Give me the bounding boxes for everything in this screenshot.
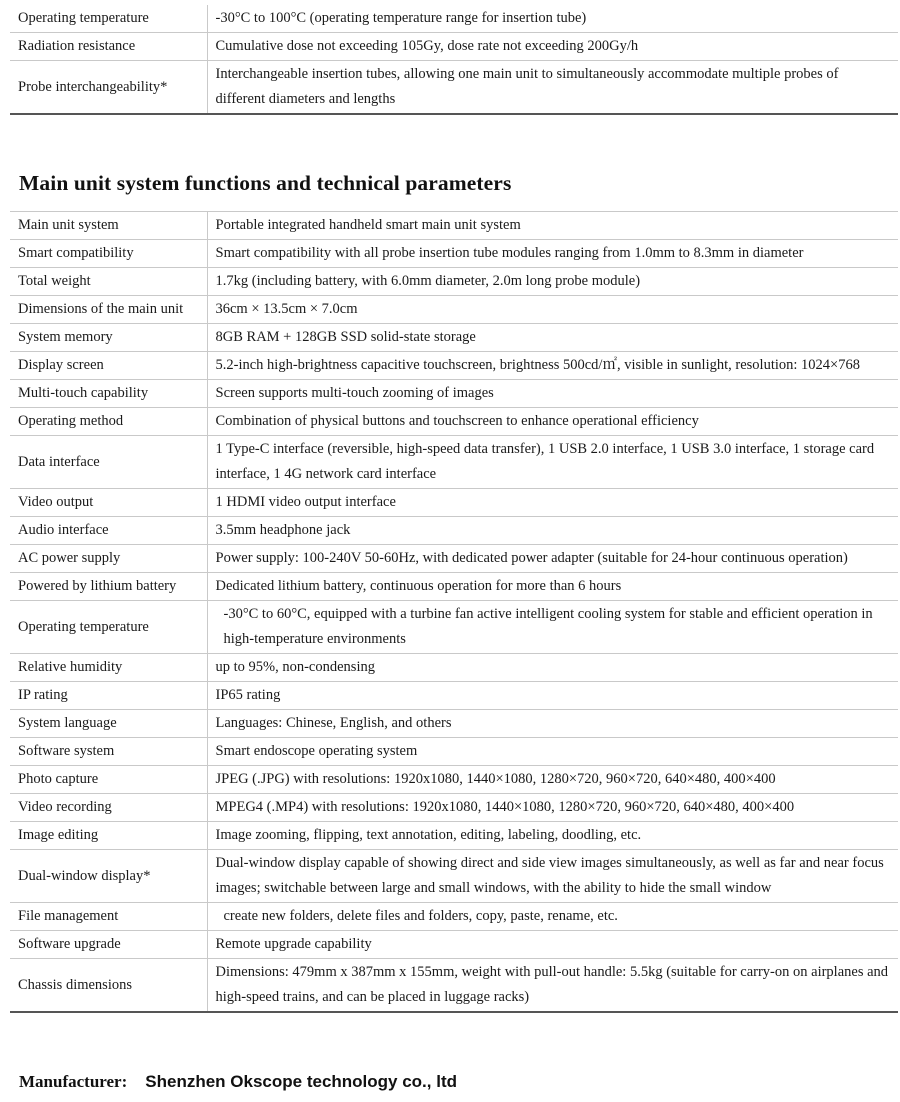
- row-value: 1 Type-C interface (reversible, high-speed data transfer), 1 USB 2.0 interface, 1 USB 3.0 interface, 1 storage card interface, 1 4G network card interface: [207, 436, 898, 489]
- section-title: Main unit system functions and technical parameters: [19, 171, 512, 195]
- row-value: -30°C to 100°C (operating temperature range for insertion tube): [207, 5, 898, 33]
- table-row: [10, 601, 898, 654]
- row-value: create new folders, delete files and folders, copy, paste, rename, etc.: [207, 903, 898, 931]
- manufacturer-name: Shenzhen Okscope technology co., ltd: [145, 1072, 457, 1091]
- row-label: Operating method: [10, 408, 207, 436]
- row-label: Video output: [10, 489, 207, 517]
- row-value: 36cm × 13.5cm × 7.0cm: [207, 296, 898, 324]
- table-row: [10, 931, 898, 959]
- table-row: [10, 436, 898, 489]
- row-label: Multi-touch capability: [10, 380, 207, 408]
- table-row: [10, 517, 898, 545]
- row-label: Display screen: [10, 352, 207, 380]
- row-label: System memory: [10, 324, 207, 352]
- table-row: [10, 380, 898, 408]
- row-label: Data interface: [10, 436, 207, 489]
- main-spec-table: [10, 211, 898, 1013]
- row-label: Dual-window display*: [10, 850, 207, 903]
- table-row: [10, 212, 898, 240]
- table-row: [10, 850, 898, 903]
- row-label: AC power supply: [10, 545, 207, 573]
- row-value: Portable integrated handheld smart main unit system: [207, 212, 898, 240]
- row-label: Smart compatibility: [10, 240, 207, 268]
- row-label: Audio interface: [10, 517, 207, 545]
- table-row: [10, 61, 898, 115]
- row-value: Interchangeable insertion tubes, allowing one main unit to simultaneously accommodate multiple probes of different diameters and lengths: [207, 61, 898, 115]
- manufacturer-line: [19, 1072, 457, 1092]
- manufacturer-label: Manufacturer:: [19, 1072, 128, 1091]
- row-label: Dimensions of the main unit: [10, 296, 207, 324]
- row-value: JPEG (.JPG) with resolutions: 1920x1080, 1440×1080, 1280×720, 960×720, 640×480, 400×400: [207, 766, 898, 794]
- table-row: [10, 324, 898, 352]
- row-value: 5.2-inch high-brightness capacitive touchscreen, brightness 500cd/㎡, visible in sunlight, resolution: 1024×768: [207, 352, 898, 380]
- row-label: System language: [10, 710, 207, 738]
- row-value: Image zooming, flipping, text annotation, editing, labeling, doodling, etc.: [207, 822, 898, 850]
- table-row: [10, 5, 898, 33]
- table-row: [10, 352, 898, 380]
- table-row: [10, 654, 898, 682]
- row-label: Software system: [10, 738, 207, 766]
- row-label: Total weight: [10, 268, 207, 296]
- table-row: [10, 240, 898, 268]
- table-row: [10, 489, 898, 517]
- row-label: Relative humidity: [10, 654, 207, 682]
- row-label: Radiation resistance: [10, 33, 207, 61]
- table-row: [10, 903, 898, 931]
- row-label: Video recording: [10, 794, 207, 822]
- row-value: IP65 rating: [207, 682, 898, 710]
- table-row: [10, 33, 898, 61]
- table-row: [10, 710, 898, 738]
- row-value: Dedicated lithium battery, continuous operation for more than 6 hours: [207, 573, 898, 601]
- row-value: 1 HDMI video output interface: [207, 489, 898, 517]
- row-value: MPEG4 (.MP4) with resolutions: 1920x1080, 1440×1080, 1280×720, 960×720, 640×480, 400×400: [207, 794, 898, 822]
- row-value: Smart endoscope operating system: [207, 738, 898, 766]
- row-label: Chassis dimensions: [10, 959, 207, 1013]
- row-value: Screen supports multi-touch zooming of images: [207, 380, 898, 408]
- row-label: Main unit system: [10, 212, 207, 240]
- row-value: 8GB RAM + 128GB SSD solid-state storage: [207, 324, 898, 352]
- table-row: [10, 822, 898, 850]
- row-value: 1.7kg (including battery, with 6.0mm diameter, 2.0m long probe module): [207, 268, 898, 296]
- row-value: Cumulative dose not exceeding 105Gy, dose rate not exceeding 200Gy/h: [207, 33, 898, 61]
- row-label: Operating temperature: [10, 5, 207, 33]
- row-label: Probe interchangeability*: [10, 61, 207, 115]
- row-value: Remote upgrade capability: [207, 931, 898, 959]
- row-value: -30°C to 60°C, equipped with a turbine fan active intelligent cooling system for stable and efficient operation in high-temperature environments: [207, 601, 898, 654]
- table-row: [10, 268, 898, 296]
- row-value: Smart compatibility with all probe insertion tube modules ranging from 1.0mm to 8.3mm in diameter: [207, 240, 898, 268]
- row-value: up to 95%, non-condensing: [207, 654, 898, 682]
- table-row: [10, 545, 898, 573]
- row-label: Photo capture: [10, 766, 207, 794]
- row-label: Powered by lithium battery: [10, 573, 207, 601]
- row-label: IP rating: [10, 682, 207, 710]
- row-value: 3.5mm headphone jack: [207, 517, 898, 545]
- table-row: [10, 766, 898, 794]
- row-value: Dimensions: 479mm x 387mm x 155mm, weight with pull-out handle: 5.5kg (suitable for carry-on on airplanes and high-speed trains, and can be placed in luggage racks): [207, 959, 898, 1013]
- row-label: Operating temperature: [10, 601, 207, 654]
- table-row: [10, 738, 898, 766]
- table-row: [10, 296, 898, 324]
- table-row: [10, 408, 898, 436]
- table-row: [10, 794, 898, 822]
- row-label: Software upgrade: [10, 931, 207, 959]
- table-row: [10, 682, 898, 710]
- table-row: [10, 573, 898, 601]
- row-label: File management: [10, 903, 207, 931]
- row-value: Power supply: 100-240V 50-60Hz, with dedicated power adapter (suitable for 24-hour continuous operation): [207, 545, 898, 573]
- top-spec-table: [10, 5, 898, 115]
- table-row: [10, 959, 898, 1013]
- row-value: Languages: Chinese, English, and others: [207, 710, 898, 738]
- row-value: Dual-window display capable of showing direct and side view images simultaneously, as well as far and near focus images; switchable between large and small windows, with the ability to hide the small window: [207, 850, 898, 903]
- row-value: Combination of physical buttons and touchscreen to enhance operational efficiency: [207, 408, 898, 436]
- row-label: Image editing: [10, 822, 207, 850]
